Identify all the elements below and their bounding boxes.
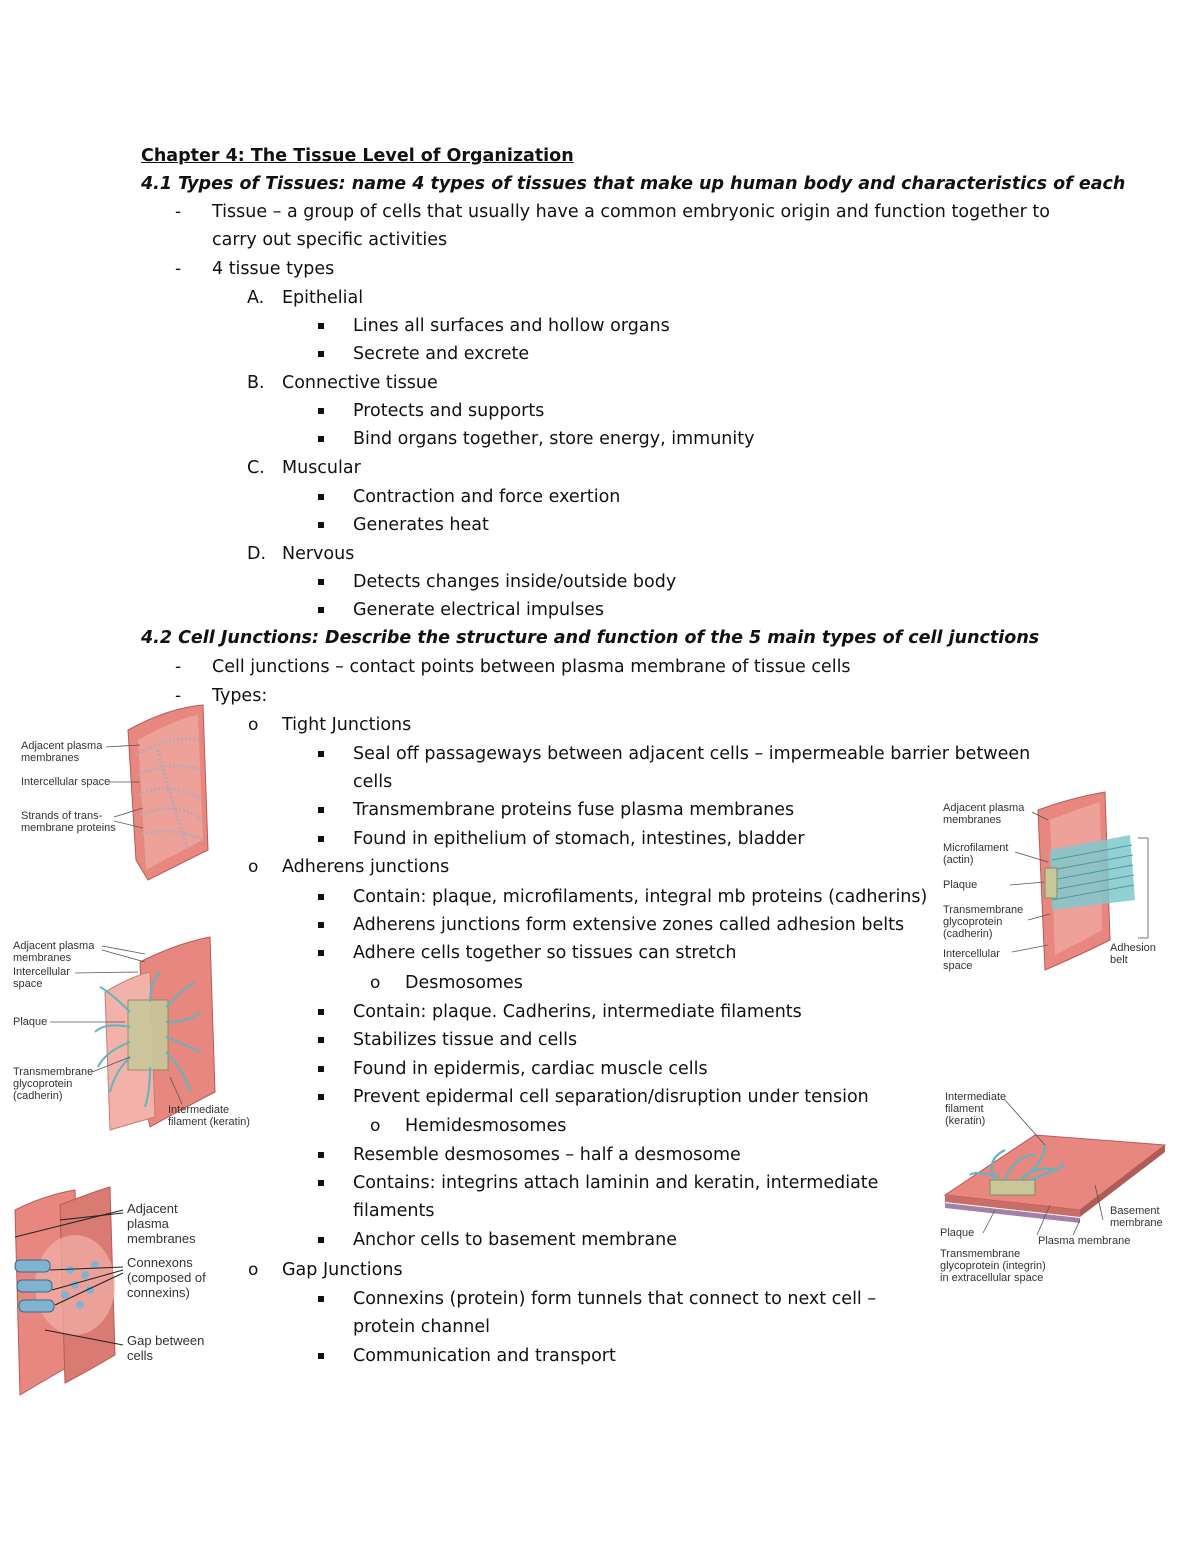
list-item-cont: cells <box>353 772 393 792</box>
list-item: Anchor cells to basement membrane <box>353 1230 677 1250</box>
square-bullet <box>318 522 324 528</box>
square-bullet <box>318 351 324 357</box>
figure-label: Intermediate filament (keratin) <box>168 1104 250 1128</box>
junction-name-desmosomes: Desmosomes <box>405 973 523 993</box>
figure-label: Plaque <box>940 1227 975 1239</box>
figure-label: Transmembrane glycoprotein (cadherin) <box>943 904 1024 940</box>
junction-name-gap: Gap Junctions <box>282 1260 403 1280</box>
dash-bullet: - <box>175 657 182 677</box>
dash-bullet: - <box>175 686 182 706</box>
hemidesmosome-figure <box>935 1085 1175 1290</box>
junction-name-tight: Tight Junctions <box>282 715 412 735</box>
gap-junction-figure <box>5 1185 230 1400</box>
list-item: Contraction and force exertion <box>353 487 621 507</box>
list-item: Seal off passageways between adjacent cells – impermeable barrier between <box>353 744 1031 764</box>
list-item: Contain: plaque. Cadherins, intermediate filaments <box>353 1002 802 1022</box>
circle-bullet: o <box>370 973 381 993</box>
square-bullet <box>318 494 324 500</box>
square-bullet <box>318 1037 324 1043</box>
figure-label: Adjacent plasma membranes <box>21 740 103 764</box>
tissue-type-name: Connective tissue <box>282 373 438 393</box>
list-item: Found in epithelium of stomach, intestines, bladder <box>353 829 805 849</box>
square-bullet <box>318 1180 324 1186</box>
list-item: Prevent epidermal cell separation/disruption under tension <box>353 1087 869 1107</box>
figure-label: Transmembrane glycoprotein (cadherin) <box>13 1066 94 1102</box>
circle-bullet: o <box>370 1116 381 1136</box>
figure-label: Adjacent plasma membranes <box>13 940 95 964</box>
figure-label: Plaque <box>943 879 978 891</box>
dash-bullet: - <box>175 259 182 279</box>
list-marker: A. <box>247 288 265 308</box>
list-item: Communication and transport <box>353 1346 616 1366</box>
list-item: Protects and supports <box>353 401 545 421</box>
square-bullet <box>318 836 324 842</box>
list-item: Generate electrical impulses <box>353 600 604 620</box>
adherens-junction-figure <box>940 790 1180 975</box>
figure-label: Connexons (composed of connexins) <box>127 1255 206 1300</box>
figure-label: Intercellular space <box>13 966 70 990</box>
square-bullet <box>318 751 324 757</box>
types-label: Types: <box>212 686 268 706</box>
tissue-type-name: Muscular <box>282 458 361 478</box>
figure-label: Intermediate filament (keratin) <box>945 1091 1007 1127</box>
figure-label: Microfilament (actin) <box>943 842 1009 866</box>
list-item: Bind organs together, store energy, immunity <box>353 429 755 449</box>
desmosome-figure <box>10 932 250 1132</box>
tissue-definition-cont: carry out specific activities <box>212 230 448 250</box>
section-4-2-heading: 4.2 Cell Junctions: Describe the structure and function of the 5 main types of cell junctions <box>141 628 1040 648</box>
figure-label: Plasma membrane <box>1038 1235 1131 1247</box>
tissue-type-name: Epithelial <box>282 288 364 308</box>
junction-name-adherens: Adherens junctions <box>282 857 450 877</box>
list-item: Stabilizes tissue and cells <box>353 1030 578 1050</box>
list-item: Lines all surfaces and hollow organs <box>353 316 670 336</box>
circle-bullet: o <box>248 857 259 877</box>
square-bullet <box>318 894 324 900</box>
figure-label: Basement membrane <box>1110 1205 1163 1229</box>
list-item: Contains: integrins attach laminin and keratin, intermediate <box>353 1173 879 1193</box>
circle-bullet: o <box>248 1260 259 1280</box>
list-marker: D. <box>247 544 267 564</box>
figure-label: Adhesion belt <box>1110 942 1156 966</box>
list-item: Secrete and excrete <box>353 344 530 364</box>
square-bullet <box>318 607 324 613</box>
square-bullet <box>318 1353 324 1359</box>
list-item: Resemble desmosomes – half a desmosome <box>353 1145 741 1165</box>
square-bullet <box>318 1296 324 1302</box>
list-marker: B. <box>247 373 265 393</box>
square-bullet <box>318 1152 324 1158</box>
square-bullet <box>318 1094 324 1100</box>
tissue-types-label: 4 tissue types <box>212 259 335 279</box>
page-title: Chapter 4: The Tissue Level of Organization <box>141 146 574 166</box>
figure-label: Strands of trans- membrane proteins <box>21 810 116 834</box>
circle-bullet: o <box>248 715 259 735</box>
figure-label: Transmembrane glycoprotein (integrin) in extracellular space <box>940 1248 1046 1284</box>
list-item: Found in epidermis, cardiac muscle cells <box>353 1059 708 1079</box>
figure-label: Adjacent plasma membranes <box>943 802 1025 826</box>
square-bullet <box>318 950 324 956</box>
list-item: Generates heat <box>353 515 489 535</box>
figure-label: Plaque <box>13 1016 48 1028</box>
tissue-definition: Tissue – a group of cells that usually have a common embryonic origin and function together to <box>212 202 1050 222</box>
square-bullet <box>318 408 324 414</box>
list-item: Adherens junctions form extensive zones called adhesion belts <box>353 915 905 935</box>
tissue-type-name: Nervous <box>282 544 355 564</box>
list-item-cont: protein channel <box>353 1317 491 1337</box>
list-item: Adhere cells together so tissues can stretch <box>353 943 737 963</box>
cell-junctions-definition: Cell junctions – contact points between plasma membrane of tissue cells <box>212 657 851 677</box>
list-marker: C. <box>247 458 265 478</box>
junction-name-hemidesmosomes: Hemidesmosomes <box>405 1116 567 1136</box>
list-item-cont: filaments <box>353 1201 435 1221</box>
section-4-1-heading: 4.1 Types of Tissues: name 4 types of tissues that make up human body and characteristics of each <box>141 174 1126 194</box>
figure-label: Intercellular space <box>21 776 111 788</box>
figure-label: Gap between cells <box>127 1333 205 1363</box>
list-item: Detects changes inside/outside body <box>353 572 677 592</box>
figure-label: Adjacent plasma membranes <box>127 1201 196 1246</box>
square-bullet <box>318 1009 324 1015</box>
figure-label: Intercellular space <box>943 948 1000 972</box>
list-item: Connexins (protein) form tunnels that connect to next cell – <box>353 1289 877 1309</box>
dash-bullet: - <box>175 202 182 222</box>
square-bullet <box>318 1237 324 1243</box>
tight-junction-figure <box>18 700 218 885</box>
square-bullet <box>318 579 324 585</box>
list-item: Contain: plaque, microfilaments, integral mb proteins (cadherins) <box>353 887 928 907</box>
square-bullet <box>318 807 324 813</box>
square-bullet <box>318 1066 324 1072</box>
list-item: Transmembrane proteins fuse plasma membranes <box>353 800 795 820</box>
square-bullet <box>318 922 324 928</box>
square-bullet <box>318 323 324 329</box>
square-bullet <box>318 436 324 442</box>
